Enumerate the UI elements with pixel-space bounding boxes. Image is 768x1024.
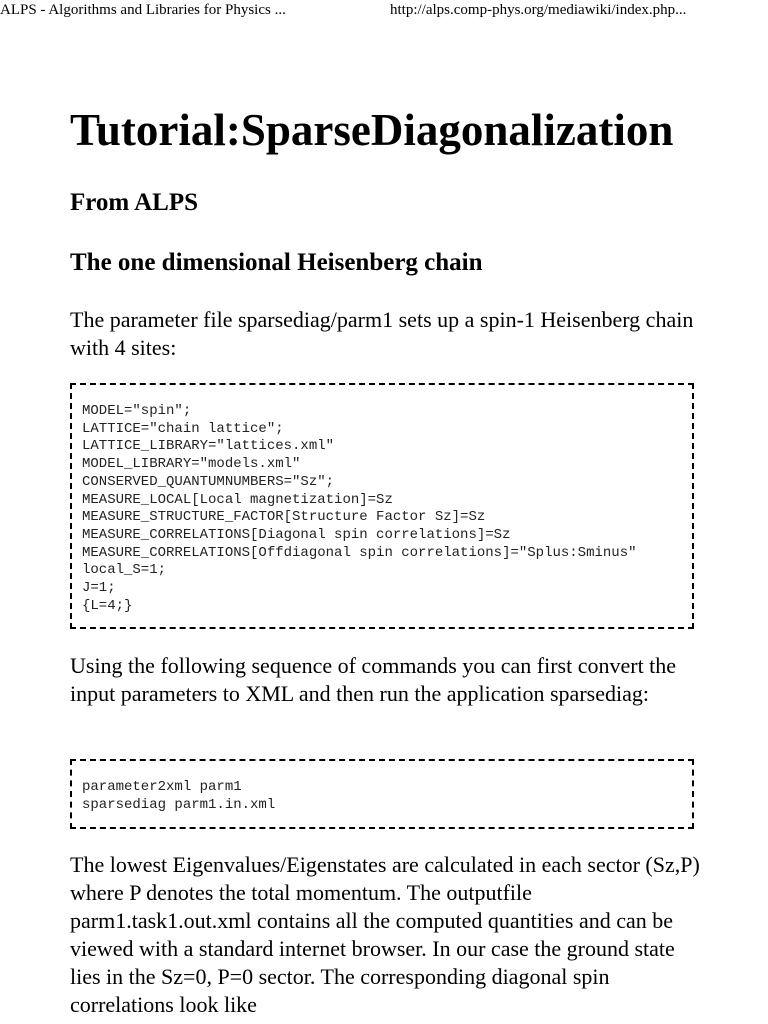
intro-paragraph: The parameter file sparsediag/parm1 sets up a spin-1 Heisenberg chain with 4 sites: [70,307,694,360]
parameter-file-code-block: MODEL="spin"; LATTICE="chain lattice"; LATTICE_LIBRARY="lattices.xml" MODEL_LIBRARY="models.xml" CONSERVED_QUANTUMNUMBERS="Sz"; MEASURE_LOCAL[Local magnetization]=Sz MEASURE_STRUCTURE_FACTOR[Structure Factor Sz]=Sz MEASURE_CORRELATIONS[Diagonal spin correlations]=Sz MEASURE_CORRELATIONS[Offdiagonal spin correlations]="Splus:Sminus" local_S=1; J=1; {L=4;} [70,383,694,629]
results-paragraph: The lowest Eigenvalues/Eigenstates are calculated in each sector (Sz,P) where P denotes the total momentum. The outputfile parm1.task1.out.xml contains all the computed quantities and can be viewed with a standard internet browser. In our case the ground state lies in the Sz=0, P=0 sector. The corresponding diagonal spin correlations look like [70,852,700,1017]
from-site-label: From ALPS [70,189,199,216]
print-header [0,0,768,22]
section-heading: The one dimensional Heisenberg chain [70,249,483,276]
commands-code-block: parameter2xml parm1 sparsediag parm1.in.xml [70,759,694,829]
print-header-title: ALPS - Algorithms and Libraries for Physics ... [0,2,286,18]
print-header-url: http://alps.comp-phys.org/mediawiki/index.php... [390,2,687,18]
commands-paragraph: Using the following sequence of commands you can first convert the input parameters to XML and then run the application sparsediag: [70,653,677,706]
page-title: Tutorial:SparseDiagonalization [70,105,674,155]
